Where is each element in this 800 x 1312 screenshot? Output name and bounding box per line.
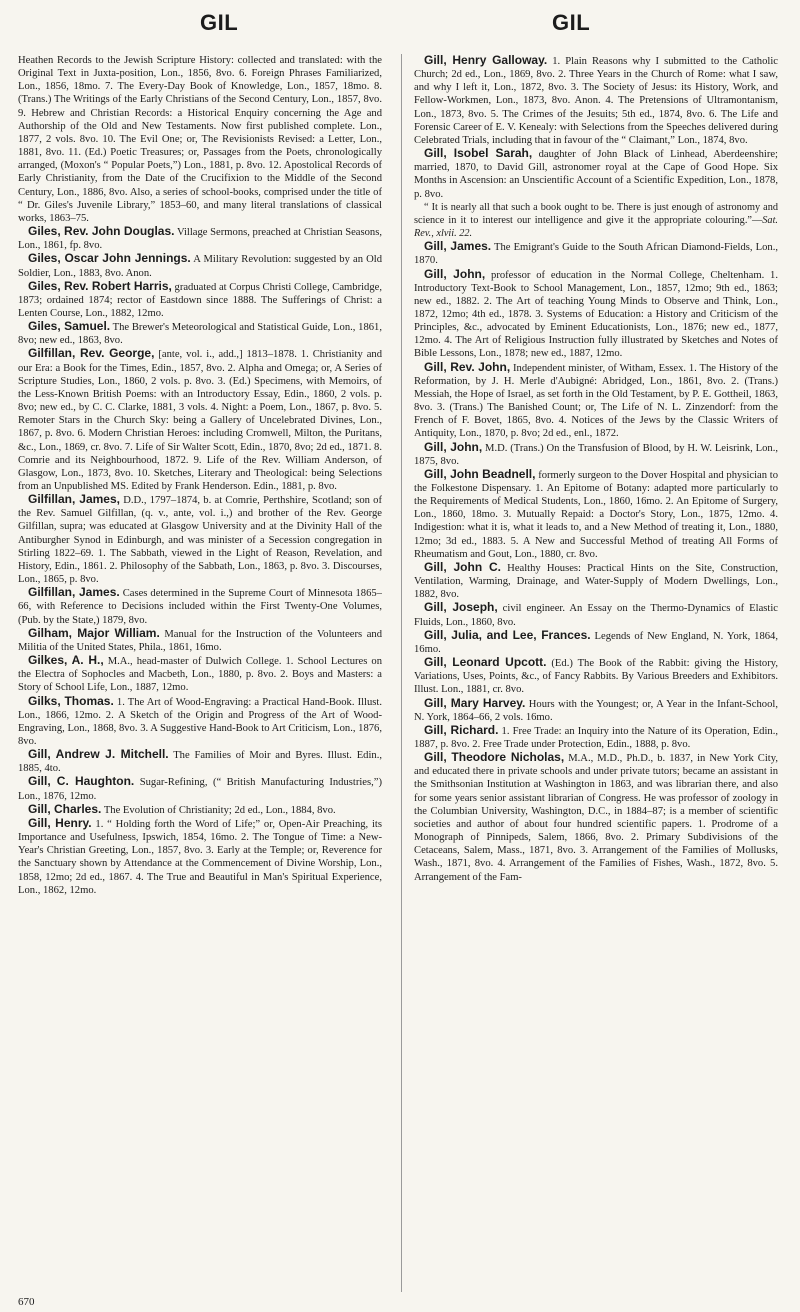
entry-name: Giles, Samuel.	[28, 319, 111, 334]
entry-text: daughter of John Black of Linhead, Aberdeenshire; married, 1870, to David Gill, astronomer royal at the Cape of Good Hope. Six Months in Ascension: an Unscientific Account of a Scientific Expedition, Lon., 1878, p. 8vo.	[414, 149, 778, 200]
header-left-guide-word: GIL	[200, 10, 239, 35]
biographical-entry	[18, 280, 382, 320]
entry-text: The Evolution of Christianity; 2d ed., Lon., 1884, 8vo.	[101, 804, 336, 816]
entry-text: M.A., M.D., Ph.D., b. 1837, in New York City, and educated there in private schools and under private tutors; became an assistant in the Smithsonian Institution at Washington in 1863, and was librarian there, and also for some years senior assistant librarian of Congress. He was professor of zoology in the Columbian University, Washington, D.C., in 1884–87; is a member of scientific societies and author of about four hundred scientific papers. 1. Prodrome of a Monograph of Pinnipeds, Salem, 1866, 8vo. 2. Primary Subdivisions of the Cetaceans, Salem, Mass., 1871, 8vo. 3. Arrangement of the Families of Mollusks, Wash., 1871, 8vo. 4. Arrangement of the Families of Fishes, Wash., 1872, 8vo. 5. Arrangement of the Fam-	[414, 753, 778, 883]
biographical-entry	[18, 654, 382, 694]
biographical-entry	[18, 252, 382, 279]
biographical-entry	[18, 748, 382, 775]
entry-text: Manual for the Instruction of the Volunteers and Militia of the United States, Phila., 1861, 16mo.	[18, 628, 382, 653]
biographical-entry	[414, 240, 778, 267]
entry-text: 1. Free Trade: an Inquiry into the Nature of its Operation, Edin., 1887, p. 8vo. 2. Free Trade under Protection, Edin., 1888, p. 8vo.	[414, 725, 778, 750]
quote-text: “ It is nearly all that such a book ought to be. There is just enough of astronomy and science in it to interest our intelligence and give it the appropriate colouring.”—	[414, 201, 778, 226]
entry-text: Hours with the Youngest; or, A Year in the Infant-School, N. York, 1864–66, 2 vols. 16mo.	[414, 698, 778, 723]
entry-text: M.A., head-master of Dulwich College. 1. School Lectures on the Electra of Sophocles and Macbeth, Lon., 1880, p. 8vo. 2. Boys and Masters: a Story of School Life, Lon., 1887, 12mo.	[18, 656, 382, 694]
entry-text: Independent minister, of Witham, Essex. 1. The History of the Reformation, by J. H. Merle d'Aubigné: Abridged, Lon., 1861, 8vo. 2. (Trans.) Messiah, the Hope of Israel, as set forth in the Old Testament, by P. E. Gottheil, 1863, 8vo. 3. (Trans.) The Banished Count; or, The Life of N. L. Zinzendorf: from the French of F. Bovet, 1865, 8vo. 4. Notices of the Jews by the Classic Writers of Antiquity, Lon., 1870, p. 8vo; 2d ed., enl., 1872.	[414, 362, 778, 440]
entry-name: Gill, Andrew J. Mitchell.	[28, 747, 169, 762]
entry-name: Gilfillan, James,	[28, 492, 120, 507]
right-column	[414, 54, 778, 1284]
entry-name: Gill, Isobel Sarah,	[424, 146, 533, 161]
entry-text: 1. “ Holding forth the Word of Life;” or, Open-Air Preaching, its Importance and Usefulness, Ipswich, 1854, 16mo. 2. The Tongue of Time: a New-Year's Christian Greeting, Lon., 1857, 8vo. 3. Early at the Temple; or, Reverence for the Sanctuary shown by Attendance at the Commencement of Divine Worship, Lon., 1858, 12mo; 2d ed., 1867. 4. The True and Beautiful in Man's Spiritual Experience, Lon., 1862, 12mo.	[18, 818, 382, 896]
entry-text: Sugar-Refining, (“ British Manufacturing Industries,”) Lon., 1876, 12mo.	[18, 777, 382, 802]
biographical-entry	[414, 724, 778, 751]
entry-text: D.D., 1797–1874, b. at Comrie, Perthshire, Scotland; son of the Rev. Samuel Gilfillan, (q. v., ante, vol. i.,) and brother of the Rev. George Gilfillan, supra; was educated at Glasgow University and at the Divinity Hall of the Antiburgher Synod in Edinburgh, and was minister of a Secession congregation in Stirling 1822–69. 1. The Sabbath, viewed in the Light of Reason, Revelation, and History, Edin., 1861. 2. Philosophy of the Sabbath, Lon., 1863, p. 8vo. 3. Discourses, Lon., 1865, p. 8vo.	[18, 495, 382, 586]
entry-name: Gill, Henry.	[28, 815, 92, 830]
entry-text: graduated at Corpus Christi College, Cambridge, 1873; ordained 1874; rector of Eastdown since 1888. The Sufferings of Christ: a Lenten Course, Lon., 1882, 12mo.	[18, 281, 382, 319]
entry-name: Gilkes, A. H.,	[28, 653, 104, 668]
entry-text: 1. Plain Reasons why I submitted to the Catholic Church; 2d ed., Lon., 1869, 8vo. 2. Three Years in the Church of Rome: what I saw, and why I left it, Lon., 1872, 8vo. 3. The Society of Jesus: its History, Work, and Fellow-Workmen, Lon., 1873, 8vo. Anon. 4. The Pretensions of Ultramontanism, Lon., 1873, 8vo. 5. The Crimes of the Jesuits; 5th ed., 1874, 8vo. 6. The Life and Forensic Career of E. V. Kenealy: with Selections from the Speeches delivered during Celebrated Trials, including that in favour of the “ Claimant,” Lon., 1874, 8vo.	[414, 56, 778, 146]
biographical-entry	[414, 561, 778, 601]
entry-name: Gill, Joseph,	[424, 600, 498, 615]
entry-name: Gill, Mary Harvey.	[424, 695, 526, 710]
entry-text: 1. The Art of Wood-Engraving: a Practical Hand-Book. Illust. Lon., 1866, 12mo. 2. A Sketch of the Origin and Progress of the Art of Wood-Engraving, Lon., 1868, 8vo. 3. A Suggestive Hand-Book to Art Criticism, Lon., 1876, 8vo.	[18, 696, 382, 747]
entry-name: Gill, John C.	[424, 559, 502, 574]
entry-name: Gill, Leonard Upcott.	[424, 655, 547, 670]
entry-name: Gilfillan, Rev. George,	[28, 346, 155, 361]
biographical-entry	[18, 586, 382, 626]
entry-name: Gill, Henry Galloway.	[424, 54, 548, 67]
entry-name: Gill, Rev. John,	[424, 359, 511, 374]
entry-text: M.D. (Trans.) On the Transfusion of Blood, by H. W. Leisrink, Lon., 1875, 8vo.	[414, 442, 778, 467]
biographical-entry	[18, 54, 382, 225]
biographical-entry	[18, 320, 382, 347]
entry-text: The Emigrant's Guide to the South African Diamond-Fields, Lon., 1870.	[414, 242, 778, 267]
entry-name: Gill, Richard.	[424, 722, 499, 737]
biographical-entry	[414, 697, 778, 724]
biographical-entry	[18, 803, 382, 817]
entry-text: [ante, vol. i., add.,] 1813–1878. 1. Christianity and our Era: a Book for the Times, Edin., 1857, 8vo. 2. Alpha and Omega; or, A Series of Scripture Studies, Lon., 1860, 2 vols. p. 8vo. 3. (Ed.) Specimens, with Memoirs, of the Less-Known British Poems: with an Introductory Essay, Edin., 1860, 2 vols. p. 8vo; new ed., by C. C. Clarke, 1881, 3 vols. 4. Night: a Poem, Lon., 1867, p. 8vo. 5. Remoter Stars in the Church Sky: being a Gallery of Uncelebrated Divines, Lon., 1867, p. 8vo. 6. Modern Christian Heroes: including Cromwell, Milton, the Puritans, &c., Lon., 1869, cr. 8vo. 7. Life of Sir Walter Scott, Edin., 1870, 8vo; 2d ed., 1871. 8. Comrie and its Neighbourhood, 1872. 9. Life of the Rev. William Anderson, of Glasgow, Lon., 1873, 8vo. 10. Sketches, Literary and Theological: being Selections from an Unpublished MS. Edited by Frank Henderson. Edin., 1881, p. 8vo.	[18, 349, 382, 492]
entry-name: Gill, C. Haughton.	[28, 774, 135, 789]
entry-name: Gilks, Thomas.	[28, 693, 114, 708]
left-column	[18, 54, 382, 1284]
biographical-entry	[414, 629, 778, 656]
biographical-entry	[414, 268, 778, 361]
entry-name: Giles, Oscar John Jennings.	[28, 251, 191, 266]
entry-name: Gill, John,	[424, 266, 486, 281]
entry-text: The Brewer's Meteorological and Statistical Guide, Lon., 1861, 8vo; new ed., 1863, 8vo.	[18, 322, 382, 347]
biographical-entry	[18, 627, 382, 654]
entry-name: Gill, Charles.	[28, 801, 102, 816]
biographical-entry	[414, 147, 778, 201]
biographical-entry	[414, 468, 778, 561]
header-right-guide-word: GIL	[552, 10, 591, 35]
biographical-entry	[414, 54, 778, 147]
entry-name: Gill, James.	[424, 239, 492, 254]
entry-name: Gill, John Beadnell,	[424, 466, 536, 481]
biographical-entry	[414, 361, 778, 441]
entry-name: Gilfillan, James.	[28, 585, 120, 600]
entry-name: Gill, Julia, and Lee, Frances.	[424, 627, 591, 642]
entry-name: Giles, Rev. Robert Harris,	[28, 278, 172, 293]
biographical-entry	[18, 493, 382, 586]
entry-name: Giles, Rev. John Douglas.	[28, 224, 175, 239]
biographical-entry	[18, 775, 382, 802]
entry-text: Village Sermons, preached at Christian Seasons, Lon., 1861, fp. 8vo.	[18, 227, 382, 252]
review-quote	[414, 201, 778, 240]
biographical-entry	[18, 225, 382, 252]
entry-text: Legends of New England, N. York, 1864, 16mo.	[414, 630, 778, 655]
entry-text: The Families of Moir and Byres. Illust. Edin., 1885, 4to.	[18, 750, 382, 775]
entry-text: Cases determined in the Supreme Court of Minnesota 1865–66, with Reference to Decisions included within the First Twenty-One Volumes, (Pub. by the State,) 1879, 8vo.	[18, 588, 382, 626]
entry-text: Heathen Records to the Jewish Scripture History: collected and translated: with the Original Text in Juxta-position, Lon., 1856, 8vo. 6. Foreign Phrases Familiarized, Lon., 1856, 18mo. 7. The Every-Day Book of Knowledge, Lon., 1857, 18mo. 8. (Trans.) The Writings of the Early Christians of the Second Century, Lon., 1857, 8vo. 9. Hebrew and Christian Records: a Historical Enquiry concerning the Age and Authorship of the Old and New Testaments. Now first published complete. Lon., 1877, 2 vols. 8vo. 10. The Evil One; or, The Revisionists Revised: a Letter, Lon., 1881, 8vo. 11. (Ed.) Poetic Treasures; or, Passages from the Poets, chronologically arranged, (Moxon's “ Popular Poets,”) Lon., 1881, p. 8vo. 12. Apostolical Records of Early Christianity, from the Date of the Crucifixion to the Middle of the Second Century, Lon., 1886, 8vo. Also, a series of school-books, comprised under the title of “ Dr. Giles's Juvenile Library,” 1853–60, and many literal translations of classical works, 1863–75.	[18, 55, 382, 224]
biographical-entry	[414, 751, 778, 884]
quote-source: Sat. Rev., xlvii. 22.	[414, 214, 778, 240]
biographical-entry	[414, 656, 778, 696]
entry-name: Gill, John,	[424, 439, 483, 454]
running-header	[0, 10, 800, 40]
column-divider	[401, 54, 402, 1292]
entry-text: A Military Revolution: suggested by an Old Soldier, Lon., 1883, 8vo. Anon.	[18, 254, 382, 279]
biographical-entry	[414, 601, 778, 628]
entry-text: Healthy Houses: Practical Hints on the Site, Construction, Ventilation, Warming, Drainage, and Water-Supply of Modern Dwellings, Lon., 1882, 8vo.	[414, 562, 778, 601]
biographical-entry	[18, 695, 382, 749]
biographical-entry	[414, 441, 778, 468]
biographical-entry	[18, 817, 382, 897]
page-number: 670	[18, 1296, 35, 1308]
entry-text: (Ed.) The Book of the Rabbit: giving the History, Variations, Uses, Points, &c., of Fancy Rabbits. By Various Breeders and Exhibitors. Illust. Lon., 1881, cr. 8vo.	[414, 658, 778, 696]
entry-text: civil engineer. An Essay on the Thermo-Dynamics of Elastic Fluids, Lon., 1860, 8vo.	[414, 603, 778, 628]
entry-name: Gilham, Major William.	[28, 625, 160, 640]
entry-text: professor of education in the Normal College, Cheltenham. 1. Introductory Text-Book to School Management, Lon., 1857, 12mo; 9th ed., 1863; new ed., 1882. 2. The Art of teaching Young Minds to Observe and Think, Lon., 1872, 12mo; 4th ed., 1878. 3. Systems of Education: a History and Criticism of the Principles, &c., advocated by Eminent Educationists, Lon., 1876; new ed., 1877, 12mo. 4. The Art of Religious Instruction fully illustrated by Sketches and Notes of Bible Lessons, Lon., 1878; new ed., 1887, 12mo.	[414, 269, 778, 360]
entry-name: Gill, Theodore Nicholas,	[424, 750, 565, 765]
entry-text: formerly surgeon to the Dover Hospital and physician to the Folkestone Dispensary. 1. An Epitome of Botany: adapted more particularly to the Requirements of Medical Students, Lon., 1860, 16mo. 2. An Epitome of Surgery, Lon., 1860, 18mo. 3. Mutually Repaid: a Doctor's Story, Lon., 1875, 12mo. 4. Indigestion: what it is, what it leads to, and a New Method of treating it, Lon., 1880, 12mo; 3d ed., 1883. 5. A New and Successful Method of treating All Forms of Rheumatism and Gout, Lon., 1880, cr. 8vo.	[414, 469, 778, 560]
biographical-entry	[18, 347, 382, 493]
